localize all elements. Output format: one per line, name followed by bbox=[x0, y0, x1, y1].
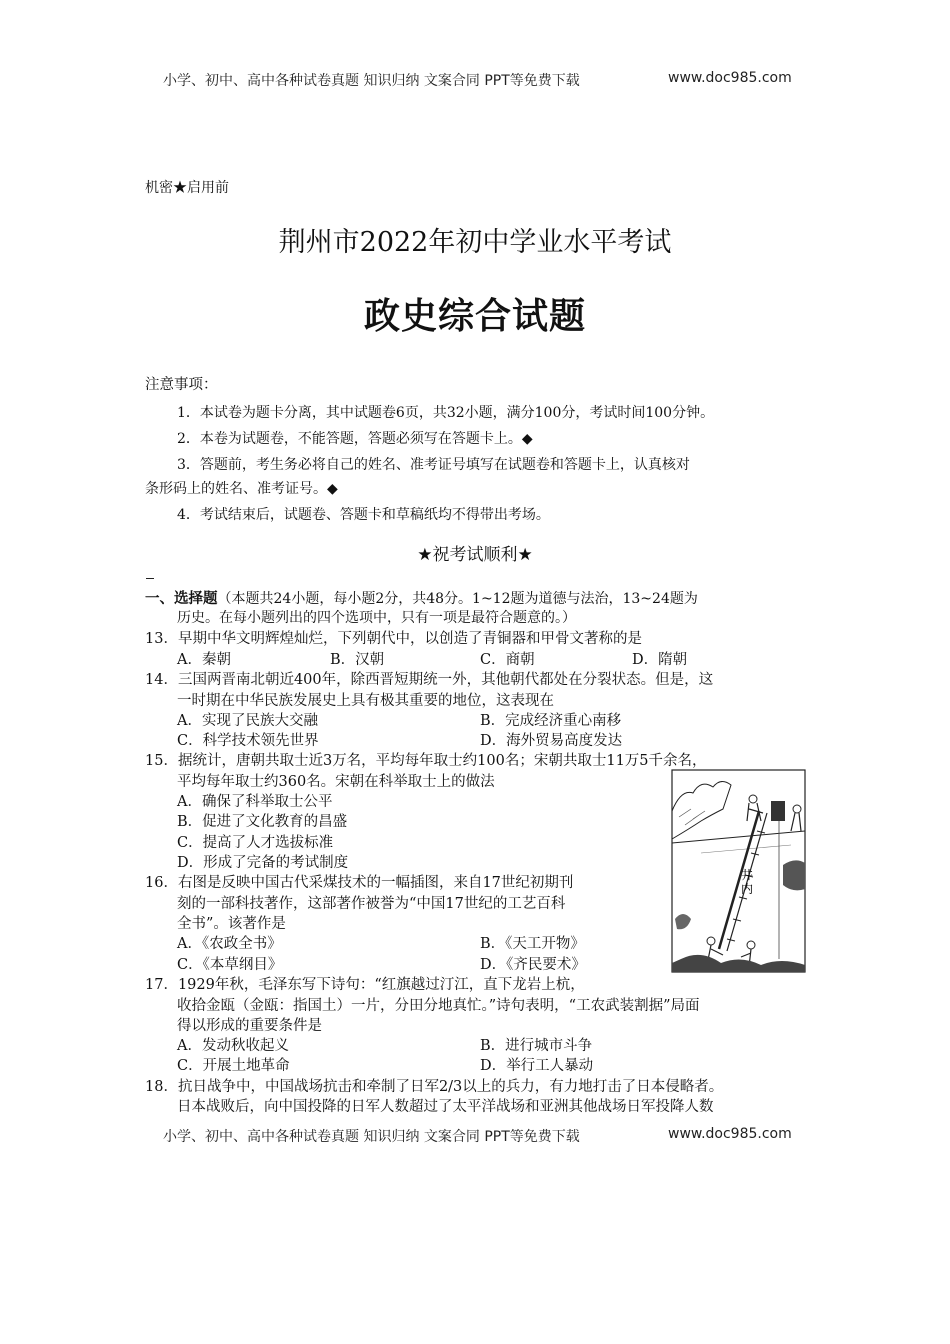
q16-stem-2: 刻的一部科技著作，这部著作被誉为“中国17世纪的工艺百科 bbox=[177, 896, 566, 912]
figure-label-2: 内 bbox=[741, 882, 754, 896]
notice-item-1: 1．本试卷为题卡分离，其中试题卷6页，共32小题，满分100分，考试时间100分钟。 bbox=[177, 405, 715, 421]
notice-item-3: 3．答题前，考生务必将自己的姓名、准考证号填写在试题卷和答题卡上，认真核对 bbox=[177, 457, 690, 473]
exam-title: 荆州市2022年初中学业水平考试 bbox=[278, 227, 672, 258]
q16-stem-1: 16．右图是反映中国古代采煤技术的一幅插图，来自17世纪初期刊 bbox=[145, 875, 574, 891]
q15-stem-1: 15．据统计，唐朝共取士近3万名，平均每年取士约100名；宋朝共取士11万5千余名， bbox=[145, 753, 707, 769]
q16-option-b: B．《天工开物》 bbox=[480, 936, 585, 952]
q13-option-a: A．秦朝 bbox=[177, 652, 231, 668]
q17-option-c: C．开展土地革命 bbox=[177, 1058, 290, 1074]
q14-stem-1: 14．三国两晋南北朝近400年，除西晋短期统一外，其他朝代都处在分裂状态。但是，这 bbox=[145, 672, 714, 688]
coal-pile bbox=[783, 860, 805, 890]
q14-stem-2: 一时期在中华民族发展史上具有极其重要的地位，这表现在 bbox=[177, 693, 554, 709]
q14-option-b: B．完成经济重心南移 bbox=[480, 713, 622, 729]
page-header-url[interactable]: www.doc985.com bbox=[668, 70, 792, 86]
q16-option-a: A．《农政全书》 bbox=[177, 936, 282, 952]
q16-stem-3: 全书”。该著作是 bbox=[177, 916, 286, 932]
q15-option-d: D．形成了完备的考试制度 bbox=[177, 855, 349, 871]
section1-desc-1: （本题共24小题，每小题2分，共48分。1~12题为道德与法治，13~24题为 bbox=[217, 591, 698, 607]
page-header-text: 小学、初中、高中各种试卷真题 知识归纳 文案合同 PPT等免费下载 bbox=[163, 73, 580, 89]
page-footer-text: 小学、初中、高中各种试卷真题 知识归纳 文案合同 PPT等免费下载 bbox=[163, 1129, 580, 1145]
good-luck-banner: ★祝考试顺利★ bbox=[417, 545, 533, 565]
q14-option-c: C．科学技术领先世界 bbox=[177, 733, 319, 749]
q15-option-a: A．确保了科举取士公平 bbox=[177, 794, 333, 810]
q15-option-b: B．促进了文化教育的昌盛 bbox=[177, 814, 348, 830]
q17-stem-3: 得以形成的重要条件是 bbox=[177, 1018, 322, 1034]
notice-item-2: 2．本卷为试题卷，不能答题，答题必须写在答题卡上。◆ bbox=[177, 431, 533, 447]
windlass bbox=[771, 801, 785, 821]
secret-label: 机密★启用前 bbox=[145, 180, 229, 196]
section1-label: 一、选择题 bbox=[145, 590, 218, 607]
q18-stem-1: 18．抗日战争中，中国战场抗击和牵制了日军2/3以上的兵力，有力地打击了日本侵略者。 bbox=[145, 1079, 724, 1095]
notice-item-4: 4．考试结束后，试题卷、答题卡和草稿纸均不得带出考场。 bbox=[177, 507, 550, 523]
q13-option-b: B．汉朝 bbox=[330, 652, 385, 668]
section-tick-mark bbox=[146, 578, 154, 579]
q17-option-d: D．举行工人暴动 bbox=[480, 1058, 594, 1074]
q17-stem-2: 收拾金瓯（金瓯：指国土）一片，分田分地真忙。”诗句表明，“工农武装割据”局面 bbox=[177, 998, 700, 1014]
page-footer-url[interactable]: www.doc985.com bbox=[668, 1126, 792, 1142]
q16-option-d: D．《齐民要术》 bbox=[480, 957, 586, 973]
paper-title: 政史综合试题 bbox=[363, 296, 586, 337]
section1-heading bbox=[145, 587, 698, 608]
q15-stem-2: 平均每年取士约360名。宋朝在科举取士上的做法 bbox=[177, 774, 495, 790]
notice-heading: 注意事项： bbox=[145, 377, 218, 393]
q17-option-b: B．进行城市斗争 bbox=[480, 1038, 593, 1054]
q15-option-c: C．提高了人才选拔标准 bbox=[177, 835, 334, 851]
q17-stem-1: 17．1929年秋，毛泽东写下诗句：“红旗越过汀江，直下龙岩上杭， bbox=[145, 977, 585, 993]
figure-label-1: 井 bbox=[741, 868, 754, 882]
section1-desc-2: 历史。在每小题列出的四个选项中，只有一项是最符合题意的。） bbox=[177, 610, 576, 626]
q13-stem: 13．早期中华文明辉煌灿烂，下列朝代中，以创造了青铜器和甲骨文著称的是 bbox=[145, 631, 642, 647]
q18-stem-2: 日本战败后，向中国投降的日军人数超过了太平洋战场和亚洲其他战场日军投降人数 bbox=[177, 1099, 714, 1115]
q13-option-c: C．商朝 bbox=[480, 652, 535, 668]
q14-option-a: A．实现了民族大交融 bbox=[177, 713, 318, 729]
q14-option-d: D．海外贸易高度发达 bbox=[480, 733, 623, 749]
coal-mining-illustration bbox=[671, 769, 806, 973]
notice-item-3-cont: 条形码上的姓名、准考证号。◆ bbox=[145, 481, 338, 497]
q17-option-a: A．发动秋收起义 bbox=[177, 1038, 289, 1054]
q13-option-d: D．隋朝 bbox=[632, 652, 688, 668]
q16-option-c: C．《本草纲目》 bbox=[177, 957, 283, 973]
